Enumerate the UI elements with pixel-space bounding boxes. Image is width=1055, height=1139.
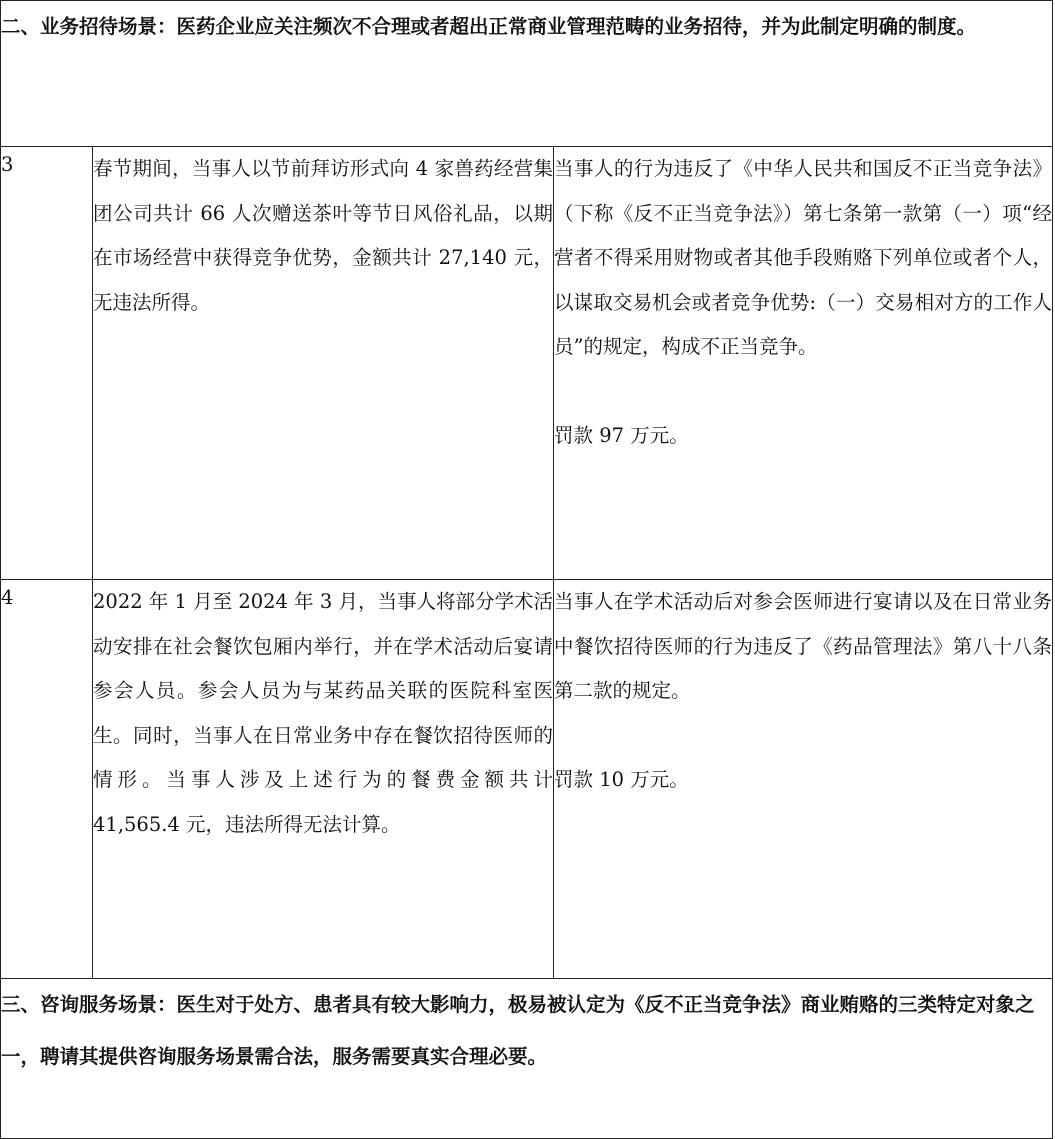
section-two-heading: 二、业务招待场景：医药企业应关注频次不合理或者超出正常商业管理范畴的业务招待，并为此制定明确的制度。 [1, 1, 1053, 147]
case-penalty: 罚款 97 万元。 [554, 423, 689, 447]
section-two-row [1, 1, 1053, 147]
case-facts-text: 春节期间，当事人以节前拜访形式向 4 家兽药经营集团公司共计 66 人次赠送茶叶等节日风俗礼品，以期在市场经营中获得竞争优势，金额共计 27,140 元，无违法所得。 [93, 157, 553, 314]
case-ruling-text: 当事人的行为违反了《中华人民共和国反不正当竞争法》（下称《反不正当竞争法》）第七条第一款第（一）项“经营者不得采用财物或者其他手段贿赂下列单位或者个人，以谋取交易机会或者竞争优势:（一）交易相对方的工作人员”的规定，构成不正当竞争。 [554, 157, 1053, 358]
section-three-row [1, 979, 1053, 1139]
case-number: 3 [1, 147, 93, 580]
case-penalty: 罚款 10 万元。 [554, 767, 689, 791]
case-facts [93, 580, 554, 979]
case-ruling [554, 580, 1053, 979]
case-ruling-text: 当事人在学术活动后对参会医师进行宴请以及在日常业务中餐饮招待医师的行为违反了《药品管理法》第八十八条第二款的规定。 [554, 590, 1053, 702]
case-facts-text: 2022 年 1 月至 2024 年 3 月，当事人将部分学术活动安排在社会餐饮包厢内举行，并在学术活动后宴请参会人员。参会人员为与某药品关联的医院科室医生。同时，当事人在日常业务中存在餐饮招待医师的情形。当事人涉及上述行为的餐费金额共计 41,565.4 元，违法所得无法计算。 [93, 590, 553, 836]
case-ruling [554, 147, 1053, 580]
case-facts [93, 147, 554, 580]
case-number: 4 [1, 580, 93, 979]
section-three-heading: 三、咨询服务场景：医生对于处方、患者具有较大影响力，极易被认定为《反不正当竞争法》商业贿赂的三类特定对象之一，聘请其提供咨询服务场景需合法，服务需要真实合理必要。 [1, 979, 1053, 1139]
table-row [1, 147, 1053, 580]
table-row [1, 580, 1053, 979]
